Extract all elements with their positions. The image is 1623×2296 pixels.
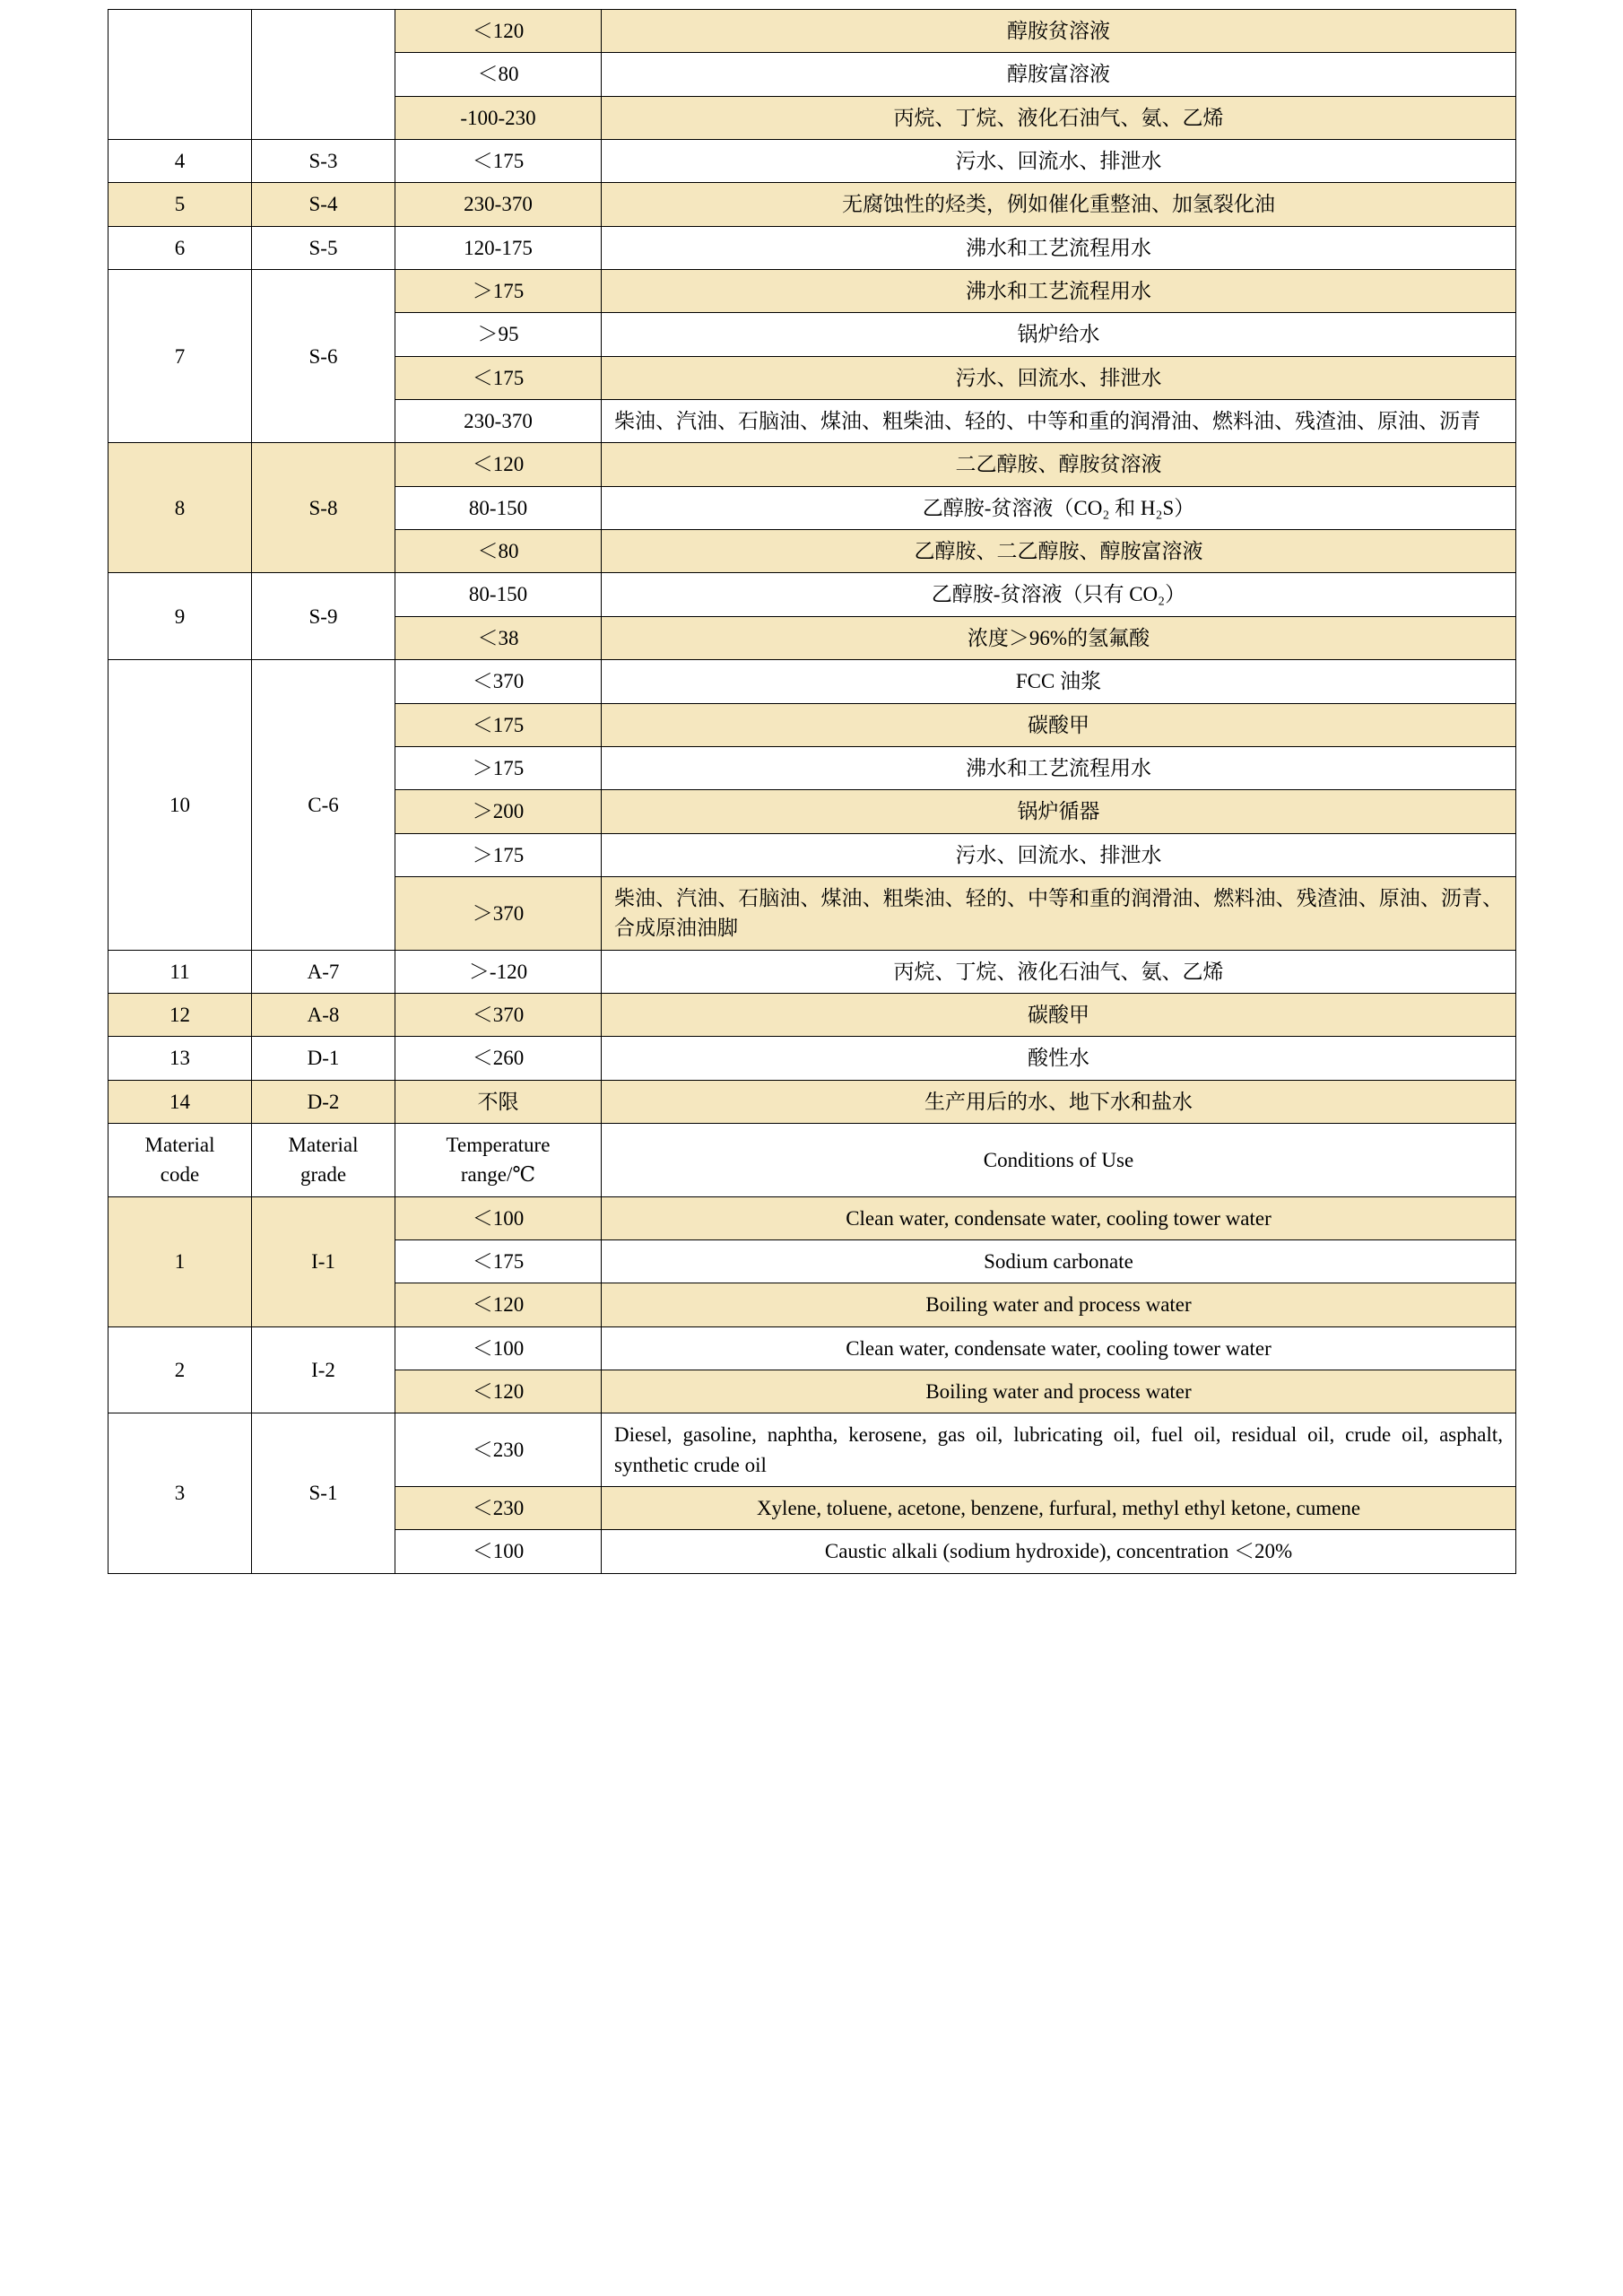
cell-conditions: 醇胺富溶液 [602, 53, 1516, 96]
cell-conditions: 生产用后的水、地下水和盐水 [602, 1080, 1516, 1123]
cell-conditions: 沸水和工艺流程用水 [602, 270, 1516, 313]
table-row [108, 993, 1516, 1036]
table-row [108, 270, 1516, 313]
cell-conditions: Clean water, condensate water, cooling tower water [602, 1196, 1516, 1239]
cell-material-code [108, 10, 252, 140]
cell-material-code: 12 [108, 993, 252, 1036]
cell-conditions: 丙烷、丁烷、液化石油气、氨、乙烯 [602, 96, 1516, 139]
header-material-grade [252, 1123, 395, 1196]
cell-material-grade: I-2 [252, 1326, 395, 1413]
cell-temperature: 120-175 [395, 226, 602, 269]
cell-material-code: 6 [108, 226, 252, 269]
cell-material-code: 5 [108, 183, 252, 226]
cell-temperature: ＜80 [395, 53, 602, 96]
cell-temperature: 230-370 [395, 183, 602, 226]
cell-conditions: 锅炉给水 [602, 313, 1516, 356]
cell-temperature: ＞370 [395, 876, 602, 950]
cell-material-grade: S-6 [252, 270, 395, 443]
cell-temperature: ＜175 [395, 1239, 602, 1283]
cell-temperature: ＜175 [395, 703, 602, 746]
material-conditions-table [108, 9, 1516, 1574]
cell-material-grade: A-8 [252, 993, 395, 1036]
cell-conditions: 锅炉循器 [602, 790, 1516, 833]
cell-temperature: ＜100 [395, 1196, 602, 1239]
cell-material-code: 11 [108, 950, 252, 993]
cell-material-grade [252, 10, 395, 140]
cell-temperature: ＜230 [395, 1413, 602, 1487]
cell-conditions: Xylene, toluene, acetone, benzene, furfural, methyl ethyl ketone, cumene [602, 1487, 1516, 1530]
header-material-code-line2: code [160, 1163, 200, 1187]
cell-conditions: 酸性水 [602, 1037, 1516, 1080]
cell-material-code: 10 [108, 660, 252, 950]
cell-temperature: ＜100 [395, 1326, 602, 1370]
cell-material-grade: I-1 [252, 1196, 395, 1326]
cell-material-code: 8 [108, 443, 252, 573]
cell-conditions: Boiling water and process water [602, 1370, 1516, 1413]
cell-temperature: 230-370 [395, 400, 602, 443]
cell-conditions: Caustic alkali (sodium hydroxide), concentration ＜20% [602, 1530, 1516, 1573]
cell-conditions: 乙醇胺、二乙醇胺、醇胺富溶液 [602, 530, 1516, 573]
table-row [108, 10, 1516, 53]
table-row [108, 950, 1516, 993]
cell-temperature: 80-150 [395, 573, 602, 616]
cell-temperature: ＞-120 [395, 950, 602, 993]
cell-material-code: 1 [108, 1196, 252, 1326]
cell-conditions: 碳酸甲 [602, 993, 1516, 1036]
cell-temperature: ＜120 [395, 443, 602, 486]
cell-conditions: 柴油、汽油、石脑油、煤油、粗柴油、轻的、中等和重的润滑油、燃料油、残渣油、原油、沥青 [602, 400, 1516, 443]
cell-temperature: -100-230 [395, 96, 602, 139]
table-row [108, 226, 1516, 269]
cell-conditions: 丙烷、丁烷、液化石油气、氨、乙烯 [602, 950, 1516, 993]
cell-temperature: 不限 [395, 1080, 602, 1123]
table-row [108, 573, 1516, 616]
cell-temperature: ＞175 [395, 833, 602, 876]
table-row [108, 1080, 1516, 1123]
cell-temperature: 80-150 [395, 486, 602, 529]
cell-temperature: ＞175 [395, 746, 602, 789]
cell-conditions: 醇胺贫溶液 [602, 10, 1516, 53]
header-conditions-of-use: Conditions of Use [602, 1123, 1516, 1196]
cell-material-grade: C-6 [252, 660, 395, 950]
cell-material-grade: S-1 [252, 1413, 395, 1573]
table-row [108, 140, 1516, 183]
cell-material-grade: S-9 [252, 573, 395, 660]
table-row [108, 1196, 1516, 1239]
table-row [108, 443, 1516, 486]
header-material-grade-line2: grade [299, 1163, 347, 1187]
header-material-code [108, 1123, 252, 1196]
cell-conditions: FCC 油浆 [602, 660, 1516, 703]
cell-conditions: Diesel, gasoline, naphtha, kerosene, gas oil, lubricating oil, fuel oil, residual oil, crude oil, asphalt, synthetic crude oil [602, 1413, 1516, 1487]
cell-material-grade: S-5 [252, 226, 395, 269]
cell-conditions: 浓度＞96%的氢氟酸 [602, 616, 1516, 659]
cell-conditions: 二乙醇胺、醇胺贫溶液 [602, 443, 1516, 486]
cell-temperature: ＜120 [395, 10, 602, 53]
cell-conditions: 沸水和工艺流程用水 [602, 226, 1516, 269]
header-temperature-line2: range/℃ [460, 1163, 536, 1187]
table-row [108, 1413, 1516, 1487]
table-row [108, 1037, 1516, 1080]
cell-material-grade: D-1 [252, 1037, 395, 1080]
header-temperature-line1: Temperature [446, 1133, 551, 1156]
cell-temperature: ＜370 [395, 660, 602, 703]
cell-temperature: ＜260 [395, 1037, 602, 1080]
cell-conditions: 乙醇胺-贫溶液（CO₂ 和 H₂S） [602, 486, 1516, 529]
table-row [108, 183, 1516, 226]
cell-material-grade: A-7 [252, 950, 395, 993]
cell-material-code: 4 [108, 140, 252, 183]
header-material-code-line1: Material [144, 1133, 215, 1156]
cell-temperature: ＞175 [395, 270, 602, 313]
cell-material-grade: S-3 [252, 140, 395, 183]
cell-material-grade: D-2 [252, 1080, 395, 1123]
cell-conditions: 柴油、汽油、石脑油、煤油、粗柴油、轻的、中等和重的润滑油、燃料油、残渣油、原油、沥青、合成原油油脚 [602, 876, 1516, 950]
cell-conditions: Boiling water and process water [602, 1283, 1516, 1326]
cell-temperature: ＜120 [395, 1370, 602, 1413]
cell-material-code: 3 [108, 1413, 252, 1573]
header-material-grade-line1: Material [288, 1133, 359, 1156]
table-row [108, 660, 1516, 703]
cell-conditions: 乙醇胺-贫溶液（只有 CO₂） [602, 573, 1516, 616]
cell-material-code: 9 [108, 573, 252, 660]
cell-material-grade: S-8 [252, 443, 395, 573]
table-header-row [108, 1123, 1516, 1196]
cell-temperature: ＜38 [395, 616, 602, 659]
cell-material-code: 7 [108, 270, 252, 443]
cell-conditions: 无腐蚀性的烃类，例如催化重整油、加氢裂化油 [602, 183, 1516, 226]
cell-temperature: ＜230 [395, 1487, 602, 1530]
cell-temperature: ＜370 [395, 993, 602, 1036]
cell-conditions: Sodium carbonate [602, 1239, 1516, 1283]
cell-conditions: 沸水和工艺流程用水 [602, 746, 1516, 789]
cell-temperature: ＜80 [395, 530, 602, 573]
cell-temperature: ＜175 [395, 140, 602, 183]
cell-conditions: 污水、回流水、排泄水 [602, 140, 1516, 183]
cell-temperature: ＜100 [395, 1530, 602, 1573]
table-row [108, 1326, 1516, 1370]
cell-material-code: 14 [108, 1080, 252, 1123]
cell-temperature: ＞95 [395, 313, 602, 356]
header-temperature-range [395, 1123, 602, 1196]
cell-conditions: 污水、回流水、排泄水 [602, 356, 1516, 399]
cell-temperature: ＜175 [395, 356, 602, 399]
cell-conditions: 碳酸甲 [602, 703, 1516, 746]
cell-temperature: ＜120 [395, 1283, 602, 1326]
table-body [108, 10, 1516, 1574]
cell-material-code: 13 [108, 1037, 252, 1080]
cell-material-grade: S-4 [252, 183, 395, 226]
cell-temperature: ＞200 [395, 790, 602, 833]
cell-conditions: 污水、回流水、排泄水 [602, 833, 1516, 876]
cell-conditions: Clean water, condensate water, cooling tower water [602, 1326, 1516, 1370]
cell-material-code: 2 [108, 1326, 252, 1413]
